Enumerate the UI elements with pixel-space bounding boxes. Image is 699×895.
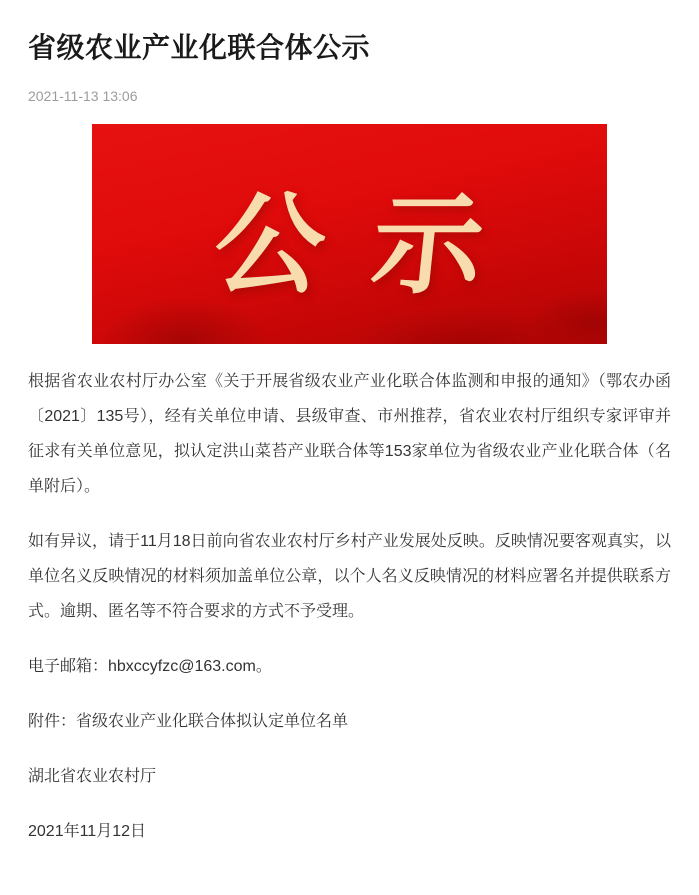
publish-time: 2021-11-13 13:06 [28, 88, 138, 104]
article-body [28, 364, 671, 849]
issuer-line: 湖北省农业农村厅 [28, 768, 157, 785]
notice-banner-image [92, 124, 607, 344]
email-line: 电子邮箱：hbxccyfzc@163.com。 [28, 658, 272, 675]
paragraph-objection-instructions: 如有异议，请于11月18日前向省农业农村厅乡村产业发展处反映。反映情况要客观真实，以单位名义反映情况的材料须加盖单位公章，以个人名义反映情况的材料应署名并提供联系方式。逾期、匿名等不符合要求的方式不予受理。 [28, 533, 671, 620]
paragraph-approval-basis: 根据省农业农村厅办公室《关于开展省级农业产业化联合体监测和申报的通知》（鄂农办函〔2021〕135号），经有关单位申请、县级审查、市州推荐，省农业农村厅组织专家评审并征求有关单位意见，拟认定洪山菜苔产业联合体等153家单位为省级农业产业化联合体（名单附后）。 [28, 373, 671, 495]
article-page [0, 30, 699, 849]
page-title: 省级农业产业化联合体公示 [28, 32, 371, 63]
attachment-line: 附件：省级农业产业化联合体拟认定单位名单 [28, 713, 349, 730]
issue-date-line: 2021年11月12日 [28, 823, 147, 840]
banner-gongshi-text: 公示 [207, 184, 537, 307]
